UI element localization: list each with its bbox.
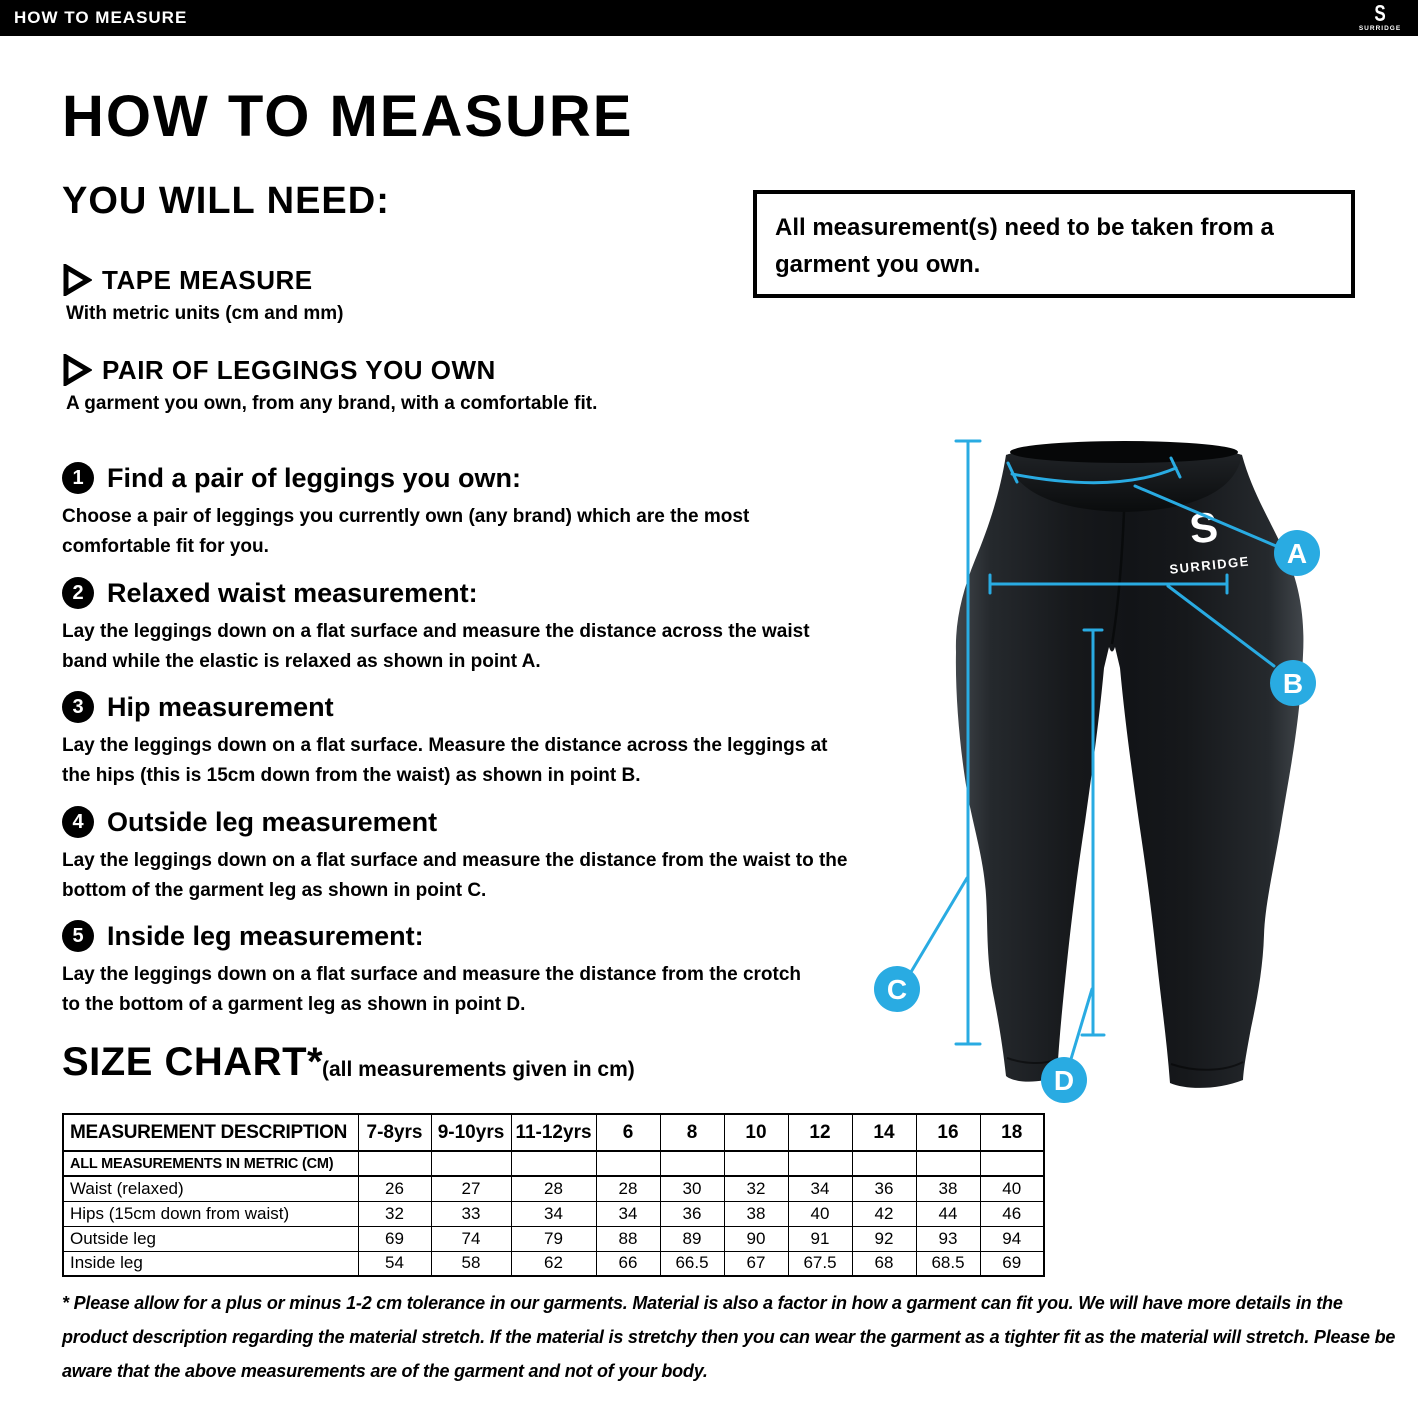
- table-cell: 44: [916, 1201, 980, 1226]
- requirement-leggings: [62, 354, 597, 415]
- table-row: [63, 1201, 1044, 1226]
- step-title: Inside leg measurement:: [107, 920, 424, 951]
- table-cell: 27: [431, 1176, 511, 1201]
- table-cell: 92: [852, 1226, 916, 1251]
- step-number-badge: 3: [62, 691, 94, 723]
- table-cell: 14: [852, 1114, 916, 1151]
- step-5: [62, 920, 807, 1020]
- step-2: [62, 577, 837, 677]
- step-title: Hip measurement: [107, 691, 334, 722]
- requirement-description: With metric units (cm and mm): [66, 303, 344, 324]
- table-cell: 30: [660, 1176, 724, 1201]
- table-cell: 62: [511, 1251, 596, 1276]
- size-chart-heading: SIZE CHART*: [62, 1040, 324, 1084]
- step-body: Choose a pair of leggings you currently own (any brand) which are the most comfortable fit for you.: [62, 506, 750, 557]
- table-cell: 58: [431, 1251, 511, 1276]
- table-cell: 38: [724, 1201, 788, 1226]
- table-cell: 34: [788, 1176, 852, 1201]
- requirement-label: TAPE MEASURE: [102, 264, 313, 295]
- step-title: Relaxed waist measurement:: [107, 577, 478, 608]
- table-cell: 6: [596, 1114, 660, 1151]
- step-number-badge: 2: [62, 577, 94, 609]
- table-cell: 94: [980, 1226, 1044, 1251]
- arrow-bullet-icon: [62, 264, 92, 296]
- point-a-label: A: [1286, 538, 1308, 569]
- table-cell: 7-8yrs: [358, 1114, 431, 1151]
- table-cell: 69: [358, 1226, 431, 1251]
- table-cell: [358, 1151, 431, 1176]
- notice-box: [753, 190, 1355, 298]
- step-number-badge: 4: [62, 806, 94, 838]
- table-cell: 40: [980, 1176, 1044, 1201]
- table-cell: 88: [596, 1226, 660, 1251]
- table-cell: 28: [596, 1176, 660, 1201]
- table-cell: 79: [511, 1226, 596, 1251]
- table-cell: 33: [431, 1201, 511, 1226]
- table-cell: 28: [511, 1176, 596, 1201]
- step-body: Lay the leggings down on a flat surface and measure the distance across the waist band while the elastic is relaxed as shown in point A.: [62, 621, 810, 672]
- arrow-bullet-icon: [62, 354, 92, 386]
- requirement-description: A garment you own, from any brand, with a comfortable fit.: [66, 393, 598, 414]
- size-chart-subheading: (all measurements given in cm): [322, 1058, 635, 1081]
- table-row: [63, 1226, 1044, 1251]
- table-cell: 36: [852, 1176, 916, 1201]
- table-cell: 67.5: [788, 1251, 852, 1276]
- step-4: [62, 806, 852, 906]
- table-cell: 32: [358, 1201, 431, 1226]
- point-c-label: C: [886, 974, 908, 1005]
- point-b-label: B: [1282, 668, 1304, 699]
- leggings-silhouette: [956, 444, 1304, 1088]
- table-cell: [788, 1151, 852, 1176]
- brand-name: SURRIDGE: [1358, 25, 1402, 32]
- table-cell: 93: [916, 1226, 980, 1251]
- table-cell: 11-12yrs: [511, 1114, 596, 1151]
- table-cell: Waist (relaxed): [63, 1176, 358, 1201]
- table-cell: 10: [724, 1114, 788, 1151]
- table-cell: [916, 1151, 980, 1176]
- point-d-label: D: [1053, 1065, 1075, 1096]
- step-body: Lay the leggings down on a flat surface and measure the distance from the waist to the bottom of the garment leg as shown in point C.: [62, 850, 848, 901]
- brand-logo: [1350, 2, 1410, 32]
- table-cell: 54: [358, 1251, 431, 1276]
- table-cell: 18: [980, 1114, 1044, 1151]
- step-body: Lay the leggings down on a flat surface and measure the distance from the crotch to the bottom of a garment leg as shown in point D.: [62, 964, 802, 1015]
- table-cell: MEASUREMENT DESCRIPTION: [63, 1114, 358, 1151]
- step-title: Outside leg measurement: [107, 806, 438, 837]
- table-cell: 32: [724, 1176, 788, 1201]
- you-will-need-heading: YOU WILL NEED:: [62, 180, 390, 222]
- table-cell: 68: [852, 1251, 916, 1276]
- table-cell: 74: [431, 1226, 511, 1251]
- step-body: Lay the leggings down on a flat surface. Measure the distance across the leggings at the hips (this is 15cm down from the waist) as shown in point B.: [62, 735, 828, 786]
- table-cell: [596, 1151, 660, 1176]
- svg-text:S: S: [1187, 502, 1221, 553]
- requirement-label: PAIR OF LEGGINGS YOU OWN: [102, 354, 496, 385]
- table-cell: 38: [916, 1176, 980, 1201]
- table-cell: 91: [788, 1226, 852, 1251]
- table-cell: 26: [358, 1176, 431, 1201]
- waist-opening: [1010, 441, 1238, 463]
- table-row: [63, 1251, 1044, 1276]
- table-cell: 66: [596, 1251, 660, 1276]
- table-cell: 34: [511, 1201, 596, 1226]
- table-cell: 8: [660, 1114, 724, 1151]
- table-cell: ALL MEASUREMENTS IN METRIC (CM): [63, 1151, 358, 1176]
- page-title: HOW TO MEASURE: [62, 84, 634, 149]
- table-cell: 40: [788, 1201, 852, 1226]
- table-cell: [511, 1151, 596, 1176]
- table-cell: [660, 1151, 724, 1176]
- table-cell: Outside leg: [63, 1226, 358, 1251]
- table-cell: 67: [724, 1251, 788, 1276]
- step-3: [62, 691, 857, 791]
- table-cell: 16: [916, 1114, 980, 1151]
- table-cell: 42: [852, 1201, 916, 1226]
- table-cell: Hips (15cm down from waist): [63, 1201, 358, 1226]
- table-cell: 66.5: [660, 1251, 724, 1276]
- table-cell: 90: [724, 1226, 788, 1251]
- step-number-badge: 1: [62, 462, 94, 494]
- table-cell: [431, 1151, 511, 1176]
- table-row: [63, 1176, 1044, 1201]
- step-title: Find a pair of leggings you own:: [107, 462, 521, 493]
- svg-text:SURRIDGE: SURRIDGE: [1168, 553, 1251, 577]
- table-cell: 9-10yrs: [431, 1114, 511, 1151]
- table-cell: [724, 1151, 788, 1176]
- table-cell: [852, 1151, 916, 1176]
- tolerance-footnote: * Please allow for a plus or minus 1-2 cm tolerance in our garments. Material is also a factor in how a garment can fit you. We will have more details in the product description regarding the material stretch. If the material is stretchy then you can wear the garment as a tighter fit as the material will stretch. Please be aware that the above measurements are of the garment and not of your body.: [62, 1293, 1396, 1381]
- leggings-measurement-diagram: [850, 420, 1418, 1132]
- table-cell: 69: [980, 1251, 1044, 1276]
- step-1: [62, 462, 857, 562]
- topbar-title: HOW TO MEASURE: [14, 8, 188, 27]
- metric-note-row: [63, 1151, 1044, 1176]
- requirement-tape-measure: [62, 264, 343, 325]
- notice-text: All measurement(s) need to be taken from a garment you own.: [775, 214, 1274, 279]
- table-header-row: [63, 1114, 1044, 1151]
- top-bar: [0, 0, 1418, 36]
- table-cell: 46: [980, 1201, 1044, 1226]
- table-cell: Inside leg: [63, 1251, 358, 1276]
- table-cell: 12: [788, 1114, 852, 1151]
- surridge-s-icon: S: [1374, 0, 1386, 27]
- table-cell: [980, 1151, 1044, 1176]
- table-cell: 36: [660, 1201, 724, 1226]
- table-cell: 89: [660, 1226, 724, 1251]
- table-cell: 34: [596, 1201, 660, 1226]
- table-cell: 68.5: [916, 1251, 980, 1276]
- step-number-badge: 5: [62, 920, 94, 952]
- size-chart-table: [62, 1113, 1045, 1277]
